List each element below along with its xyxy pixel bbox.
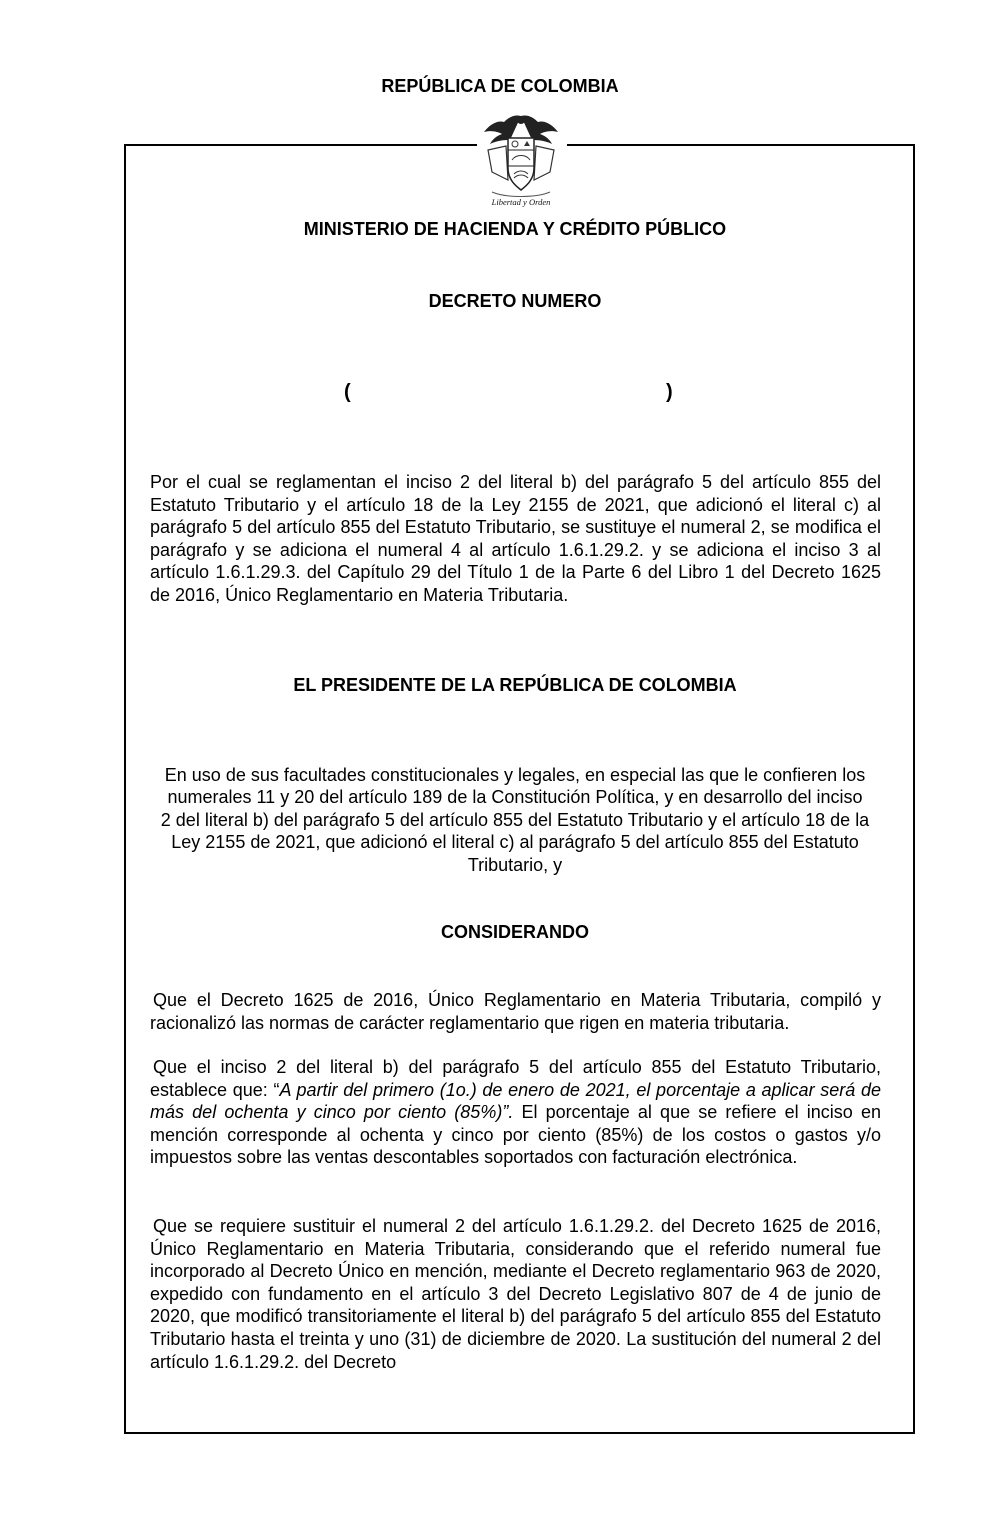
considerando-paragraph-2: [150, 1056, 881, 1169]
country-title: REPÚBLICA DE COLOMBIA: [381, 76, 619, 96]
paragraph-2-rest: El porcentaje al que se refiere el inciso en mención corresponde al ochenta y cinco por ciento (85%) de los costos o gastos y/o impuestos sobre las ventas descontables soportados con facturación electrónica.: [150, 1102, 882, 1168]
coat-of-arms-icon: [478, 110, 564, 208]
considerando-paragraph-3: Que se requiere sustituir el numeral 2 del artículo 1.6.1.29.2. del Decreto 1625 de 2016, Único Reglamentario en Materia Tributaria, considerando que el referido numeral fue incorporado al Decreto Único en mención, mediante el Decreto reglamentario 963 de 2020, expedido con fundamento en el artículo 3 del Decreto Legislativo 807 de 4 de junio de 2020, que modificó transitoriamente el literal b) del parágrafo 5 del artículo 855 del Estatuto Tributario hasta el treinta y uno (31) de diciembre de 2020. La sustitución del numeral 2 del artículo 1.6.1.29.2. del Decreto: [150, 1216, 881, 1372]
president-heading: EL PRESIDENTE DE LA REPÚBLICA DE COLOMBIA: [293, 675, 737, 695]
decree-number-label: DECRETO NUMERO: [428, 291, 602, 311]
motto-text: Libertad y Orden: [491, 197, 551, 207]
paragraph-2-quote: A partir del primero (1o.) de enero de 2021, el porcentaje a aplicar será de más del ochenta y cinco por ciento (85%)”.: [150, 1079, 882, 1123]
decree-summary: Por el cual se reglamentan el inciso 2 del literal b) del parágrafo 5 del artículo 855 del Estatuto Tributario y el artículo 18 de la Ley 2155 de 2021, que adicionó el literal c) al parágrafo 5 del artículo 855 del Estatuto Tributario, se sustituye el numeral 2, se modifica el parágrafo y se adiciona el numeral 4 al artículo 1.6.1.29.2. y se adiciona el inciso 3 al artículo 1.6.1.29.3. del Capítulo 29 del Título 1 de la Parte 6 del Libro 1 del Decreto 1625 de 2016, Único Reglamentario en Materia Tributaria.: [150, 472, 881, 605]
considerando-heading: CONSIDERANDO: [440, 922, 589, 942]
paragraph-2-intro: Que el inciso 2 del literal b) del parágrafo 5 del artículo 855 del Estatuto Tributario, establece que: “: [150, 1057, 881, 1100]
considerando-paragraph-1: Que el Decreto 1625 de 2016, Único Reglamentario en Materia Tributaria, compiló y racionalizó las normas de carácter reglamentario que rigen en materia tributaria.: [150, 990, 881, 1033]
date-paren-open: (: [344, 381, 351, 403]
powers-paragraph: En uso de sus facultades constitucionales y legales, en especial las que le confieren los numerales 11 y 20 del artículo 189 de la Constitución Política, y en desarrollo del inciso 2 del literal b) del parágrafo 5 del artículo 855 del Estatuto Tributario y el artículo 18 de la Ley 2155 de 2021, que adicionó el literal c) al parágrafo 5 del artículo 855 del Estatuto Tributario, y: [160, 765, 870, 875]
ministry-title: MINISTERIO DE HACIENDA Y CRÉDITO PÚBLICO: [303, 219, 727, 239]
date-paren-close: ): [666, 381, 673, 403]
